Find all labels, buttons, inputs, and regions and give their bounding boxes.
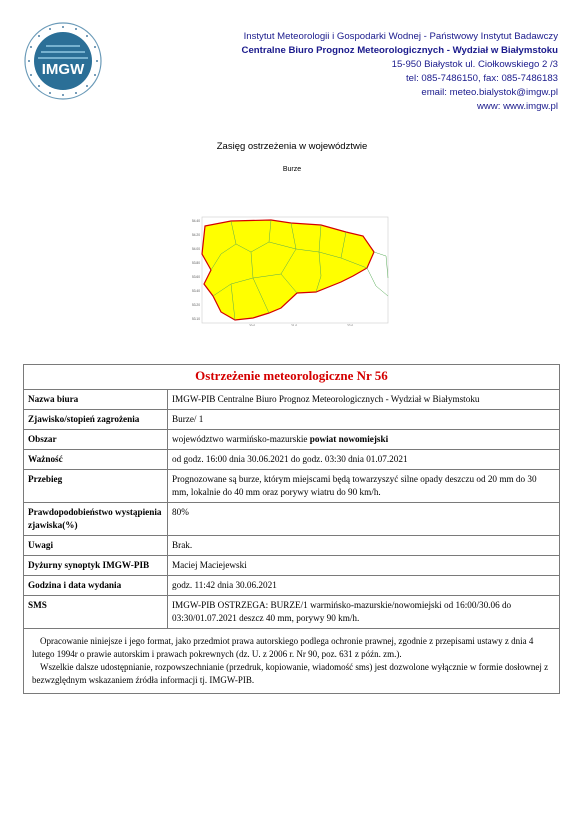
lat-label: 54.20	[192, 233, 200, 237]
table-row	[24, 470, 560, 503]
table-row	[24, 556, 560, 576]
row-value: IMGW-PIB Centralne Biuro Prognoz Meteorologicznych - Wydział w Białymstoku	[168, 390, 560, 410]
hazard-name: Burze	[282, 166, 302, 173]
row-value: godz. 11:42 dnia 30.06.2021	[168, 576, 560, 596]
table-row	[24, 503, 560, 536]
lat-label: 53.10	[192, 317, 200, 321]
lon-label: 21.0	[291, 324, 298, 326]
row-label: Prawdopodobieństwo wystąpienia zjawiska(%)	[24, 503, 168, 536]
row-label: Godzina i data wydania	[24, 576, 168, 596]
lat-label: 54.40	[192, 219, 200, 223]
table-row	[24, 410, 560, 430]
copyright-notice	[24, 629, 560, 694]
row-label: SMS	[24, 596, 168, 629]
lat-label: 53.20	[192, 303, 200, 307]
row-value: od godz. 16:00 dnia 30.06.2021 do godz. 03:30 dnia 01.07.2021	[168, 450, 560, 470]
row-value: Maciej Maciejewski	[168, 556, 560, 576]
address: 15-950 Białystok ul. Ciołkowskiego 2 /3	[391, 59, 558, 70]
institute-header	[242, 30, 558, 114]
row-label: Dyżurny synoptyk IMGW-PIB	[24, 556, 168, 576]
row-value: Brak.	[168, 536, 560, 556]
lat-label: 54.00	[192, 247, 200, 251]
table-row	[24, 536, 560, 556]
table-row	[24, 576, 560, 596]
row-label: Uwagi	[24, 536, 168, 556]
row-value	[168, 430, 560, 450]
row-label: Przebieg	[24, 470, 168, 503]
institute-name: Instytut Meteorologii i Gospodarki Wodnej - Państwowy Instytut Badawczy	[243, 31, 558, 42]
www-link[interactable]: www: www.imgw.pl	[476, 101, 558, 112]
copyright-paragraph: Opracowanie niniejsze i jego format, jako przedmiot prawa autorskiego podlega ochronie prawnej, zgodnie z przepisami ustawy z dnia 4 lutego 1994r o prawie autorskim i prawach pokrewnych (dz. U. z 2006 r. Nr 90, poz. 631 z późn. zm.).	[32, 636, 534, 659]
lon-label: 20.0	[249, 324, 256, 326]
row-value: Prognozowane są burze, którym miejscami będą towarzyszyć silne opady deszczu od 20 mm do 30 mm, lokalnie do 40 mm oraz porywy wiatru do 90 km/h.	[168, 470, 560, 503]
warning-table	[23, 364, 560, 694]
row-value: Burze/ 1	[168, 410, 560, 430]
table-row	[24, 430, 560, 450]
warning-range-map	[191, 214, 391, 326]
imgw-logo	[24, 22, 102, 100]
lat-label: 53.40	[192, 289, 200, 293]
area-county: powiat nowomiejski	[309, 434, 389, 444]
phone-fax: tel: 085-7486150, fax: 085-7486183	[405, 73, 558, 84]
table-row	[24, 450, 560, 470]
lon-label: 22.0	[347, 324, 354, 326]
row-value: IMGW-PIB OSTRZEGA: BURZE/1 warmińsko-mazurskie/nowomiejski od 16:00/30.06 do 03:30/01.07.2021 deszcz 40 mm, porywy 90 km/h.	[168, 596, 560, 629]
redistribution-paragraph: Wszelkie dalsze udostępnianie, rozpowszechnianie (przedruk, kopiowanie, wiadomość sms) jest dozwolone wyłącznie w formie dosłownej z bezwzględnym wskazaniem źródła informacji tj. IMGW-PIB.	[32, 662, 549, 685]
area-voivodeship: województwo warmińsko-mazurskie	[172, 434, 310, 444]
row-label: Nazwa biura	[24, 390, 168, 410]
logo-text: IMGW	[41, 61, 85, 78]
table-row	[24, 390, 560, 410]
lat-label: 53.80	[192, 261, 200, 265]
office-name: Centralne Biuro Prognoz Meteorologicznych - Wydział w Białymstoku	[241, 45, 558, 56]
lat-label: 53.60	[192, 275, 200, 279]
row-label: Zjawisko/stopień zagrożenia	[24, 410, 168, 430]
row-label: Ważność	[24, 450, 168, 470]
warning-title: Ostrzeżenie meteorologiczne Nr 56	[24, 365, 560, 390]
row-value: 80%	[168, 503, 560, 536]
range-title: Zasięg ostrzeżenia w województwie	[216, 141, 368, 152]
row-label: Obszar	[24, 430, 168, 450]
table-row	[24, 596, 560, 629]
email-link[interactable]: email: meteo.bialystok@imgw.pl	[421, 87, 558, 98]
